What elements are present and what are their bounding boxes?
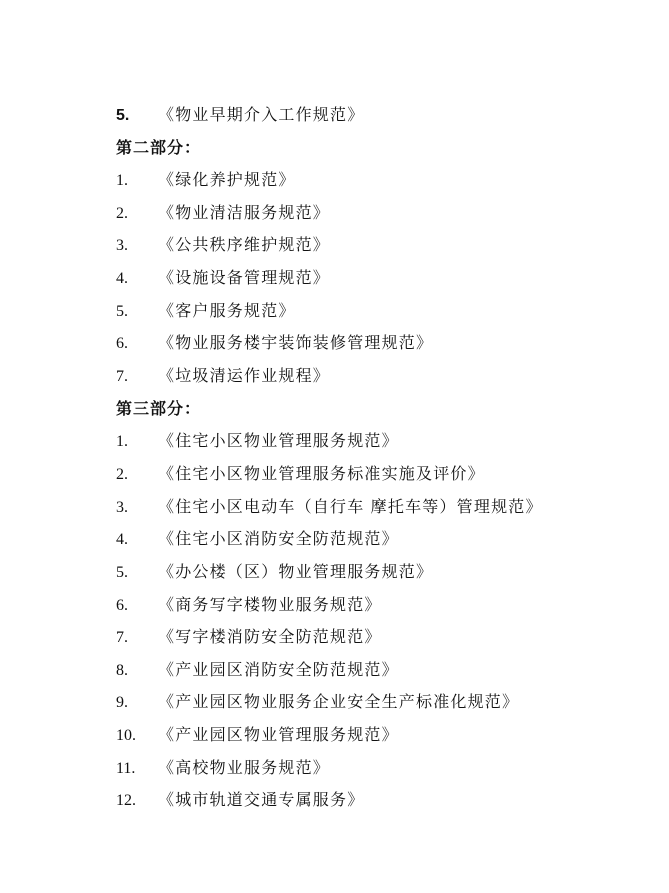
list-item [116, 299, 296, 323]
item-number: 6. [116, 335, 128, 352]
item-title: 《住宅小区物业管理服务标准实施及评价》 [158, 464, 485, 483]
list-item [116, 331, 433, 355]
item-number: 7. [116, 368, 128, 385]
item-title: 《商务写字楼物业服务规范》 [158, 595, 382, 614]
item-title: 《物业清洁服务规范》 [158, 203, 331, 222]
list-item [116, 364, 330, 388]
item-title: 《产业园区物业管理服务规范》 [158, 725, 399, 744]
item-title: 《设施设备管理规范》 [158, 268, 331, 287]
item-number: 9. [116, 694, 128, 711]
item-title: 《高校物业服务规范》 [158, 758, 331, 777]
list-item-early-intervention [116, 103, 364, 127]
item-title: 《客户服务规范》 [158, 301, 296, 320]
list-item [116, 462, 485, 486]
list-item [116, 723, 399, 747]
item-title: 《城市轨道交通专属服务》 [158, 790, 365, 809]
item-number: 6. [116, 597, 128, 614]
list-item [116, 690, 519, 714]
list-item [116, 429, 399, 453]
item-title: 《绿化养护规范》 [158, 170, 296, 189]
list-item [116, 788, 364, 812]
item-number: 8. [116, 662, 128, 679]
list-item [116, 625, 382, 649]
list-item [116, 593, 382, 617]
item-number: 4. [116, 270, 128, 287]
list-item [116, 658, 399, 682]
item-number: 1. [116, 433, 128, 450]
list-item [116, 527, 399, 551]
item-title: 《写字楼消防安全防范规范》 [158, 627, 382, 646]
item-number: 3. [116, 499, 128, 516]
item-title: 《产业园区消防安全防范规范》 [158, 660, 399, 679]
part3-heading: 第三部分： [116, 399, 202, 418]
item-number: 7. [116, 629, 128, 646]
part2-heading: 第二部分： [116, 138, 202, 157]
item-number: 11. [116, 760, 136, 777]
item-title: 《住宅小区电动车（自行车 摩托车等）管理规范》 [158, 497, 543, 516]
list-item [116, 168, 296, 192]
item-number: 5. [116, 107, 130, 124]
item-number: 2. [116, 205, 128, 222]
item-title: 《办公楼（区）物业管理服务规范》 [158, 562, 434, 581]
item-title: 《产业园区物业服务企业安全生产标准化规范》 [158, 692, 520, 711]
list-item [116, 560, 433, 584]
item-number: 5. [116, 564, 128, 581]
item-number: 1. [116, 172, 128, 189]
item-number: 5. [116, 303, 128, 320]
list-item [116, 266, 330, 290]
item-number: 3. [116, 237, 128, 254]
item-title: 《物业早期介入工作规范》 [158, 105, 365, 124]
item-title: 《住宅小区消防安全防范规范》 [158, 529, 399, 548]
item-number: 10. [116, 727, 136, 744]
list-item [116, 201, 330, 225]
item-number: 12. [116, 792, 136, 809]
item-number: 2. [116, 466, 128, 483]
item-title: 《住宅小区物业管理服务规范》 [158, 431, 399, 450]
item-number: 4. [116, 531, 128, 548]
item-title: 《公共秩序维护规范》 [158, 235, 331, 254]
item-title: 《物业服务楼宇装饰装修管理规范》 [158, 333, 434, 352]
list-item [116, 495, 543, 519]
item-title: 《垃圾清运作业规程》 [158, 366, 331, 385]
list-item [116, 756, 330, 780]
list-item [116, 233, 330, 257]
